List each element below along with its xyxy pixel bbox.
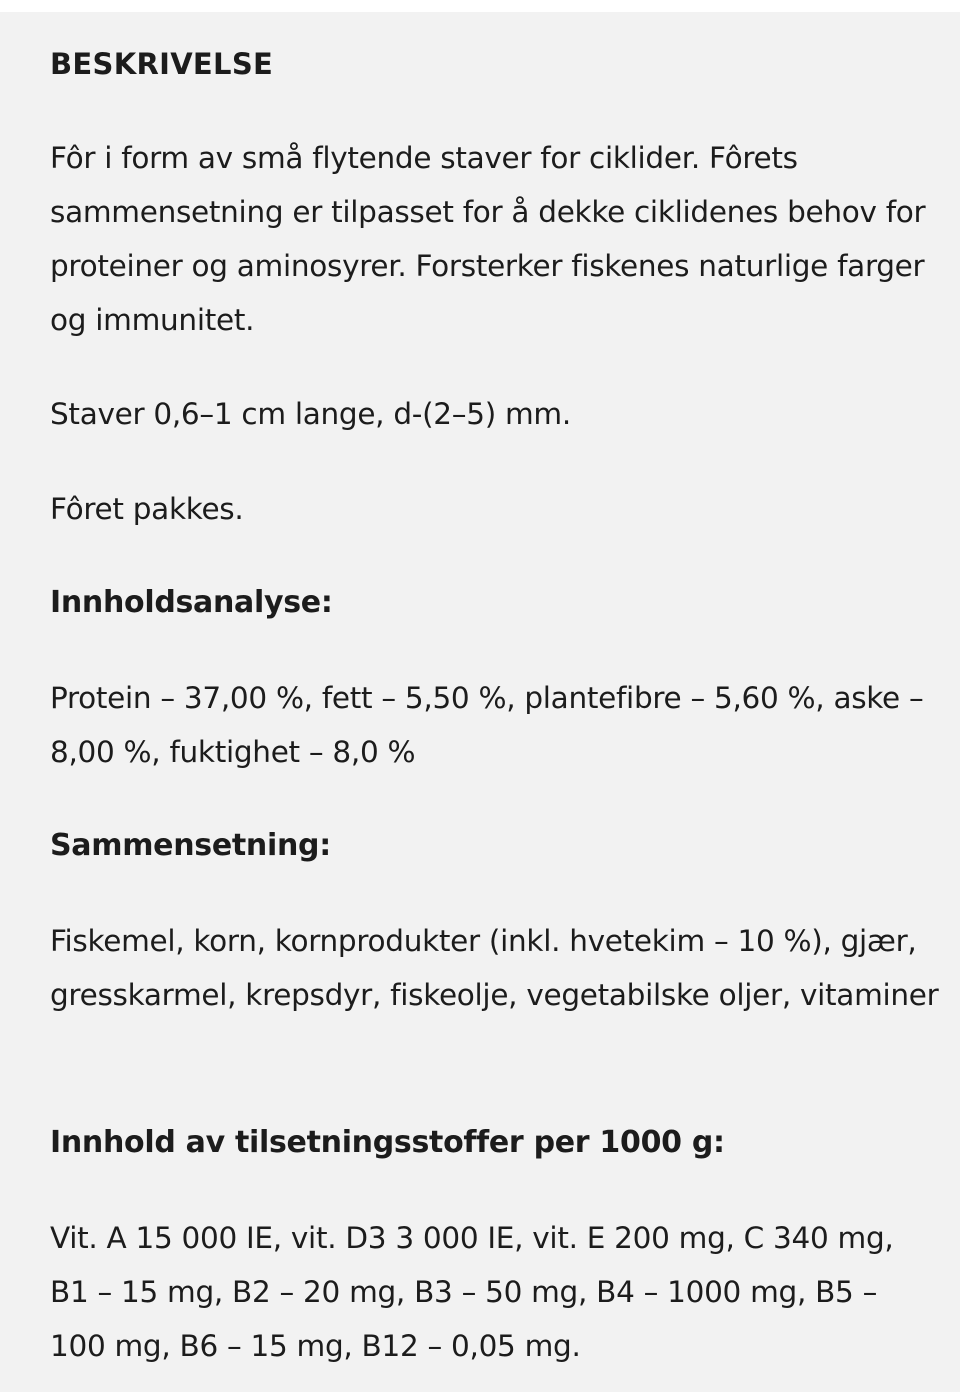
additives-text: Vit. A 15 000 IE, vit. D3 3 000 IE, vit. E 200 mg, C 340 mg, B1 – 15 mg, B2 – 20 mg, B3 – 50 mg, B4 – 1000 mg, B5 – 100 mg, B6 – 15 mg, B12 – 0,05 mg. [50,1221,894,1363]
analysis-heading: Innholdsanalyse: [50,585,333,620]
description-intro: Fôr i form av små flytende staver for ciklider. Fôrets sammensetning er tilpasset for å dekke ciklidenes behov for proteiner og aminosyrer. Forsterker fiskenes naturlige farger og immunitet. [50,141,926,337]
composition-heading: Sammensetning: [50,828,331,863]
composition-text: Fiskemel, korn, kornprodukter (inkl. hvetekim – 10 %), gjær, gresskarmel, krepsdyr, fiskeolje, vegetabilske oljer, vitaminer [50,924,939,1012]
additives-heading: Innhold av tilsetningsstoffer per 1000 g: [50,1125,725,1160]
analysis-text: Protein – 37,00 %, fett – 5,50 %, plantefibre – 5,60 %, aske – 8,00 %, fuktighet – 8,0 % [50,681,924,769]
description-packing: Fôret pakkes. [50,492,244,526]
description-size: Staver 0,6–1 cm lange, d-(2–5) mm. [50,397,571,431]
description-heading: BESKRIVELSE [50,47,274,81]
